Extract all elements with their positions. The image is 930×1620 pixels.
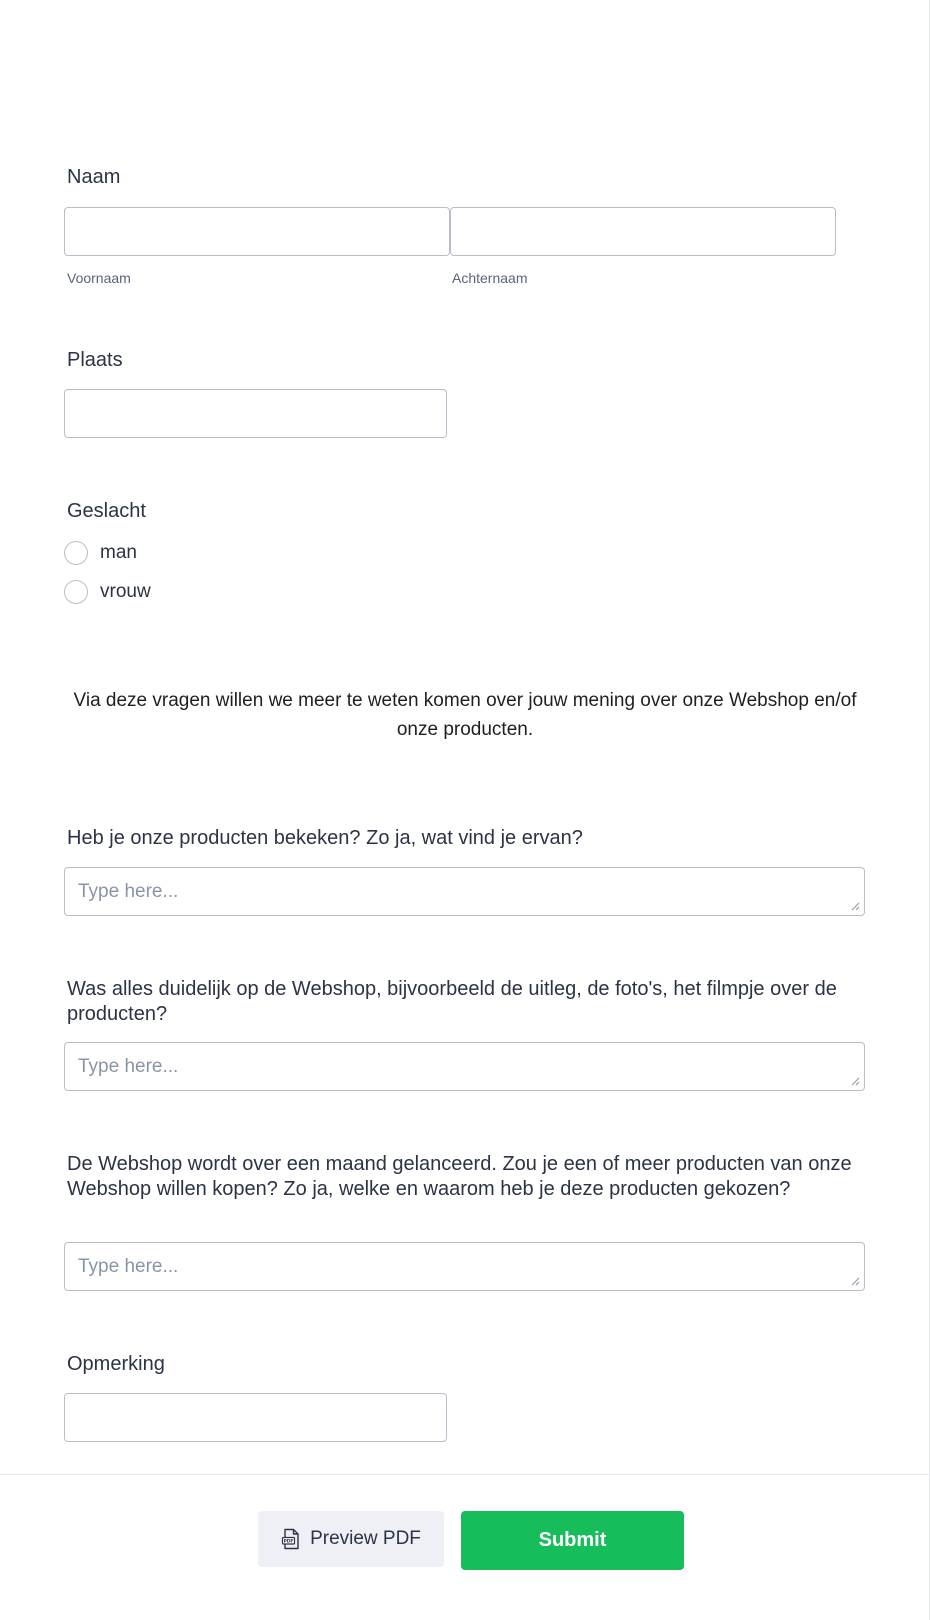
geslacht-label: Geslacht (67, 500, 146, 522)
footer-divider (0, 1474, 930, 1475)
first-name-input[interactable] (64, 207, 450, 256)
first-name-sublabel: Voornaam (67, 270, 131, 286)
question-1-label: Heb je onze producten bekeken? Zo ja, wat vind je ervan? (67, 827, 583, 849)
question-3-textarea[interactable] (64, 1242, 865, 1291)
question-2-placeholder: Type here... (78, 1056, 179, 1077)
opmerking-input[interactable] (64, 1393, 447, 1442)
last-name-input[interactable] (450, 207, 836, 256)
question-3-label: De Webshop wordt over een maand gelanceerd. Zou je een of meer producten van onze Webshop willen kopen? Zo ja, welke en waarom heb je deze producten gekozen? (67, 1153, 852, 1200)
radio-option-vrouw[interactable] (64, 579, 151, 605)
resize-handle-icon[interactable] (850, 1076, 860, 1086)
radio-label-man: man (100, 542, 137, 563)
radio-label-vrouw: vrouw (100, 581, 151, 602)
question-2-textarea[interactable] (64, 1042, 865, 1091)
plaats-input[interactable] (64, 389, 447, 438)
naam-label: Naam (67, 166, 121, 188)
pdf-icon (281, 1528, 301, 1550)
submit-button[interactable] (461, 1511, 684, 1570)
question-3-placeholder: Type here... (78, 1256, 179, 1277)
last-name-sublabel: Achternaam (452, 270, 528, 286)
opmerking-label: Opmerking (67, 1353, 165, 1375)
question-1-placeholder: Type here... (78, 881, 179, 902)
resize-handle-icon[interactable] (850, 901, 860, 911)
radio-option-man[interactable] (64, 540, 137, 566)
radio-button-vrouw[interactable] (64, 580, 88, 604)
intro-paragraph: Via deze vragen willen we meer te weten komen over jouw mening over onze Webshop en/of onze producten. (73, 690, 857, 740)
plaats-label: Plaats (67, 349, 123, 371)
preview-pdf-button[interactable] (258, 1511, 444, 1567)
radio-button-man[interactable] (64, 541, 88, 565)
submit-label: Submit (538, 1529, 607, 1551)
svg-text:PDF: PDF (283, 1539, 294, 1545)
preview-pdf-label: Preview PDF (310, 1528, 421, 1549)
resize-handle-icon[interactable] (850, 1276, 860, 1286)
question-2-label: Was alles duidelijk op de Webshop, bijvoorbeeld de uitleg, de foto's, het filmpje over de producten? (67, 978, 837, 1025)
question-1-textarea[interactable] (64, 867, 865, 916)
